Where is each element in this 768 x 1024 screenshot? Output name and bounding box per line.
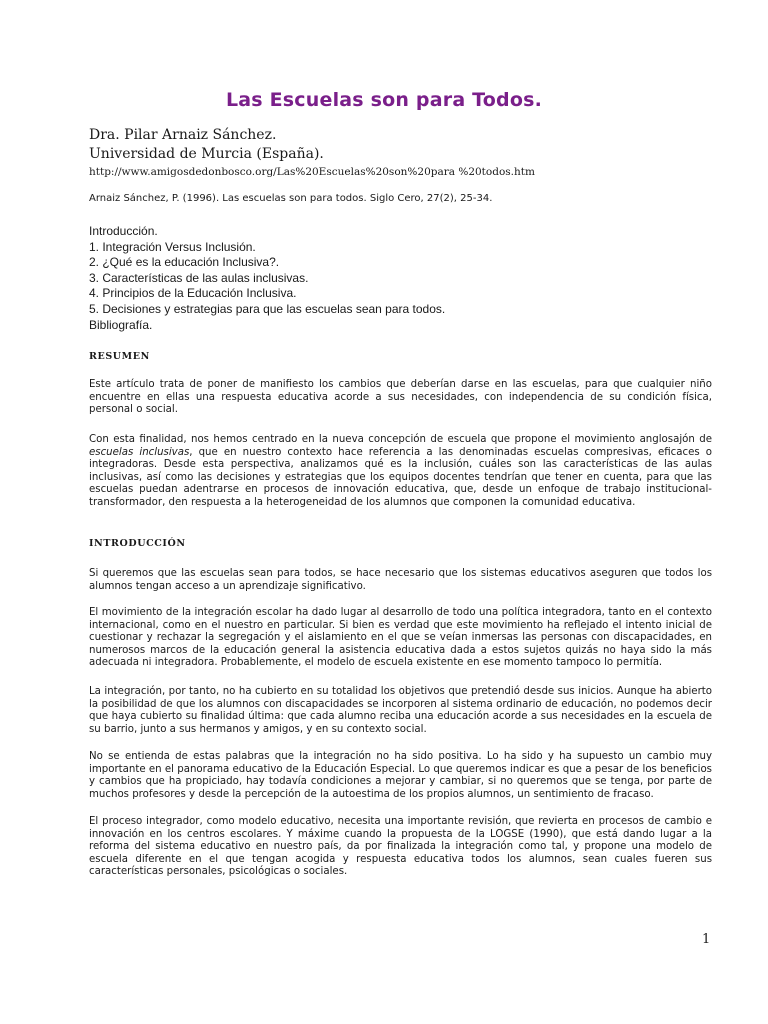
intro-paragraph-1: Si queremos que las escuelas sean para todos, se hace necesario que los sistemas educativos aseguren que todos los alumnos tengan acceso a un aprendizaje significativo. [89,568,712,592]
source-url-link[interactable]: http://www.amigosdedonbosco.org/Las%20Escuelas%20son%20para %20todos.htm [89,166,535,178]
toc-item-2: 2. ¿Qué es la educación Inclusiva?. [89,255,280,270]
resumen-paragraph-1: Este artículo trata de poner de manifiesto los cambios que deberían darse en las escuelas, para que cualquier niño encuentre en ellas una respuesta educativa acorde a sus necesidades, con independencia de su condición física, personal o social. [89,379,712,415]
resumen-heading: RESUMEN [89,351,150,362]
toc-item-4: 4. Principios de la Educación Inclusiva. [89,286,297,301]
resumen-p2-emphasis: escuelas inclusivas [89,446,190,458]
intro-paragraph-4: No se entienda de estas palabras que la integración no ha sido positiva. Lo ha sido y ha supuesto un cambio muy importante en el panorama educativo de la Educación Especial. Lo que queremos indicar es que a pesar de los beneficios y cambios que ha propiciado, hay todavía condiciones a mejorar y cambiar, si no queremos que se tenga, por parte de muchos profesores y desde la percepción de la autoestima de los propios alumnos, un sentimiento de fracaso. [89,751,712,800]
toc-item-5: 5. Decisiones y estrategias para que las escuelas sean para todos. [89,301,446,316]
table-of-contents [89,224,445,333]
toc-item-introduccion: Introducción. [89,224,158,238]
author-affiliation [89,146,689,181]
intro-paragraph-3: La integración, por tanto, no ha cubierto en su totalidad los objetivos que pretendió desde sus inicios. Aunque ha abierto la posibilidad de que los alumnos con discapacidades se incorporen al sistema ordinario de educación, no podemos decir que haya cubierto su finalidad última: que cada alumno reciba una educación acorde a sus necesidades en la escuela de su barrio, junto a sus hermanos y amigos, y en su contexto social. [89,686,712,735]
resumen-paragraph-2 [89,434,712,509]
intro-paragraph-5: El proceso integrador, como modelo educativo, necesita una importante revisión, que revierta en procesos de cambio e innovación en los centros escolares. Y máxime cuando la propuesta de la LOGSE (1990), que está dando lugar a la reforma del sistema educativo en nuestro país, da por finalizada la integración como tal, y propone una modelo de escuela diferente en el que tengan acogida y respuesta educativa todos los alumnos, sean cuales fueren sus características personales, psicológicas o sociales. [89,816,712,877]
institution-name: Universidad de Murcia (España). [89,146,324,162]
citation-text: Arnaiz Sánchez, P. (1996). Las escuelas son para todos. Siglo Cero, 27(2), 25-34. [89,193,493,204]
author-name: Dra. Pilar Arnaiz Sánchez. [89,127,277,143]
intro-paragraph-2: El movimiento de la integración escolar ha dado lugar al desarrollo de todo una política integradora, tanto en el contexto internacional, como en el nuestro en particular. Si bien es verdad que este movimiento ha reflejado el intento inicial de cuestionar y rechazar la segregación y el aislamiento en el que se veían inmersas las personas con discapacidades, en numerosos marcos de la educación general la asistencia educativa dada a estos sujetos quizás no haya sido la más adecuada ni integradora. Probablemente, el modelo de escuela existente en ese momento tampoco lo permitía. [89,607,712,668]
resumen-p2-start: Con esta finalidad, nos hemos centrado en la nueva concepción de escuela que propone el movimiento anglosajón de [89,434,712,445]
document-title: Las Escuelas son para Todos. [225,89,543,111]
toc-item-1: 1. Integración Versus Inclusión. [89,239,256,254]
introduccion-heading: INTRODUCCIÓN [89,538,186,549]
page-number: 1 [702,932,711,947]
toc-item-3: 3. Características de las aulas inclusivas. [89,270,309,285]
toc-item-bibliografia: Bibliografía. [89,317,153,332]
resumen-p2-end: , que en nuestro contexto hace referencia a las denominadas escuelas compresivas, eficaces o integradoras. Desde esta perspectiva, analizamos qué es la inclusión, cuáles son las características de las aulas inclusivas, así como las decisiones y estrategias que los equipos docentes tendrían que tener en cuenta, para que las escuelas puedan adentrarse en procesos de innovación educativa, que, desde un enfoque de trabajo institucional-transformador, den respuesta a la heterogeneidad de los alumnos que componen la comunidad educativa. [89,446,712,508]
